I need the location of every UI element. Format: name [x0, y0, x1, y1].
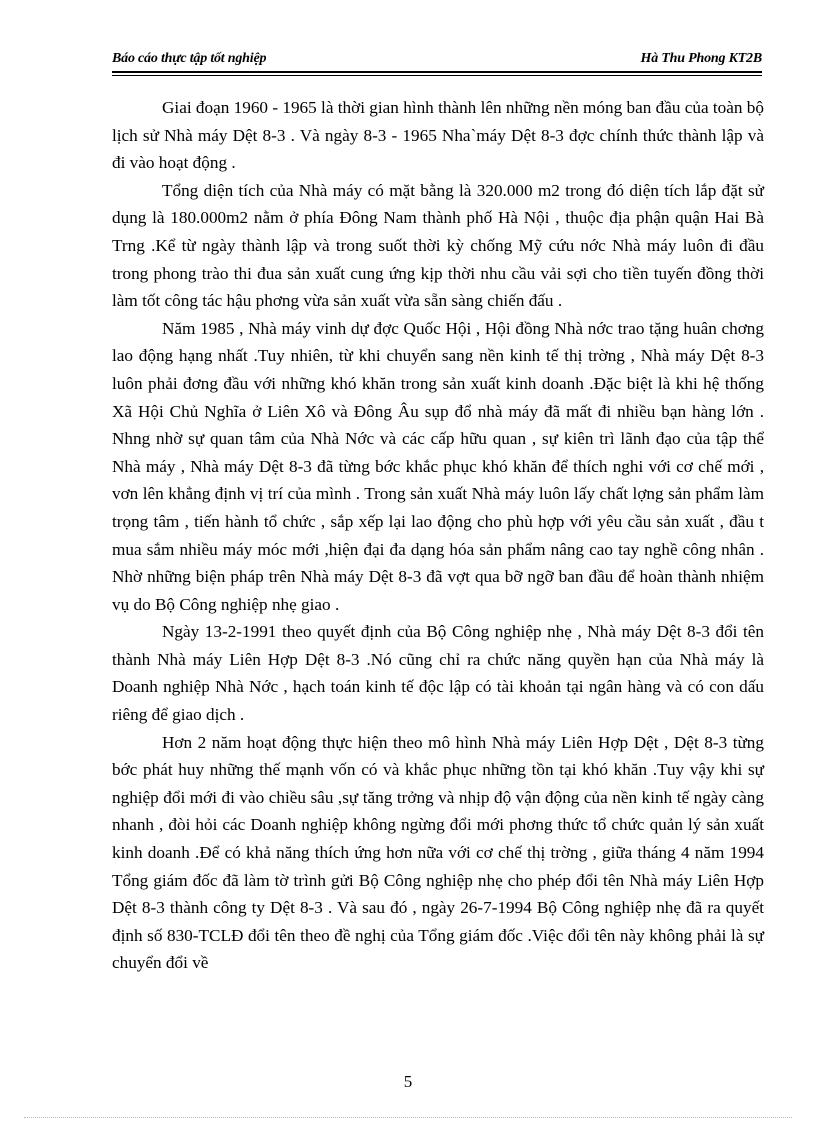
- page-bottom-border: [24, 1117, 792, 1118]
- paragraph: Hơn 2 năm hoạt động thực hiện theo mô hình Nhà máy Liên Hợp Dệt , Dệt 8-3 từng bớc phát huy những thế mạnh vốn có và khắc phục những tồn tại khó khăn .Tuy vậy khi sự nghiệp đổi mới đi vào chiều sâu ,sự tăng trởng và nhịp độ vận động của nền kinh tế ngày càng nhanh , đòi hỏi các Doanh nghiệp không ngừng đổi mới phơng thức tổ chức quản lý sản xuất kinh doanh .Để có khả năng thích ứng hơn nữa với cơ chế thị trờng , giữa tháng 4 năm 1994 Tổng giám đốc đã làm tờ trình gửi Bộ Công nghiệp nhẹ cho phép đổi tên Nhà máy Liên Hợp Dệt 8-3 thành công ty Dệt 8-3 . Và sau đó , ngày 26-7-1994 Bộ Công nghiệp nhẹ đã ra quyết định số 830-TCLĐ đổi tên theo đề nghị của Tổng giám đốc .Việc đổi tên này không phải là sự chuyển đổi về: [112, 732, 764, 973]
- header-divider: [112, 75, 762, 76]
- paragraph: Giai đoạn 1960 - 1965 là thời gian hình thành lên những nền móng ban đầu của toàn bộ lịch sử Nhà máy Dệt 8-3 . Và ngày 8-3 - 1965 Nha`máy Dệt 8-3 đợc chính thức thành lập và đi vào hoạt động .: [112, 98, 764, 173]
- page-header: [112, 49, 762, 73]
- paragraph: Tổng diện tích của Nhà máy có mặt bằng là 320.000 m2 trong đó diện tích lắp đặt sử dụng là 180.000m2 nằm ở phía Đông Nam thành phố Hà Nội , thuộc địa phận quận Hai Bà Trng .Kể từ ngày thành lập và trong suốt thời kỳ chống Mỹ cứu nớc Nhà máy luôn đi đầu trong phong trào thi đua sản xuất cung ứng kịp thời nhu cầu vải sợi cho tiền tuyến đồng thời làm tốt công tác hậu phơng vừa sản xuất vừa sẵn sàng chiến đấu .: [112, 180, 764, 311]
- page-number: 5: [403, 1072, 413, 1091]
- paragraph: Năm 1985 , Nhà máy vinh dự đợc Quốc Hội , Hội đồng Nhà nớc trao tặng huân chơng lao động hạng nhất .Tuy nhiên, từ khi chuyển sang nền kinh tế thị trờng , Nhà máy Dệt 8-3 luôn phải đơng đầu với những khó khăn trong sản xuất kinh doanh .Đặc biệt là khi hệ thống Xã Hội Chủ Nghĩa ở Liên Xô và Đông Âu sụp đổ nhà máy đã mất đi nhiều bạn hàng lớn . Nhng nhờ sự quan tâm của Nhà Nớc và các cấp hữu quan , sự kiên trì lãnh đạo của tập thể Nhà máy , Nhà máy Dệt 8-3 đã từng bớc khắc phục khó khăn để thích nghi với cơ chế mới , vơn lên khẳng định vị trí của mình . Trong sản xuất Nhà máy luôn lấy chất lợng sản phẩm làm trọng tâm , tiến hành tổ chức , sắp xếp lại lao động cho phù hợp với yêu cầu sản xuất , đầu t mua sắm nhiều máy móc mới ,hiện đại đa dạng hóa sản phẩm nâng cao tay nghề công nhân . Nhờ những biện pháp trên Nhà máy Dệt 8-3 đã vợt qua bỡ ngỡ ban đầu để hoàn thành nhiệm vụ do Bộ Công nghiệp nhẹ giao .: [112, 318, 764, 614]
- paragraph: Ngày 13-2-1991 theo quyết định của Bộ Công nghiệp nhẹ , Nhà máy Dệt 8-3 đổi tên thành Nhà máy Liên Hợp Dệt 8-3 .Nó cũng chỉ ra chức năng quyền hạn của Nhà máy là Doanh nghiệp Nhà Nớc , hạch toán kinh tế độc lập có tài khoản tại ngân hàng và có con dấu riêng để giao dịch .: [112, 622, 764, 725]
- header-report-title: Báo cáo thực tập tốt nghiệp: [112, 51, 267, 66]
- header-author: Hà Thu Phong KT2B: [640, 51, 762, 66]
- document-body: [112, 94, 764, 977]
